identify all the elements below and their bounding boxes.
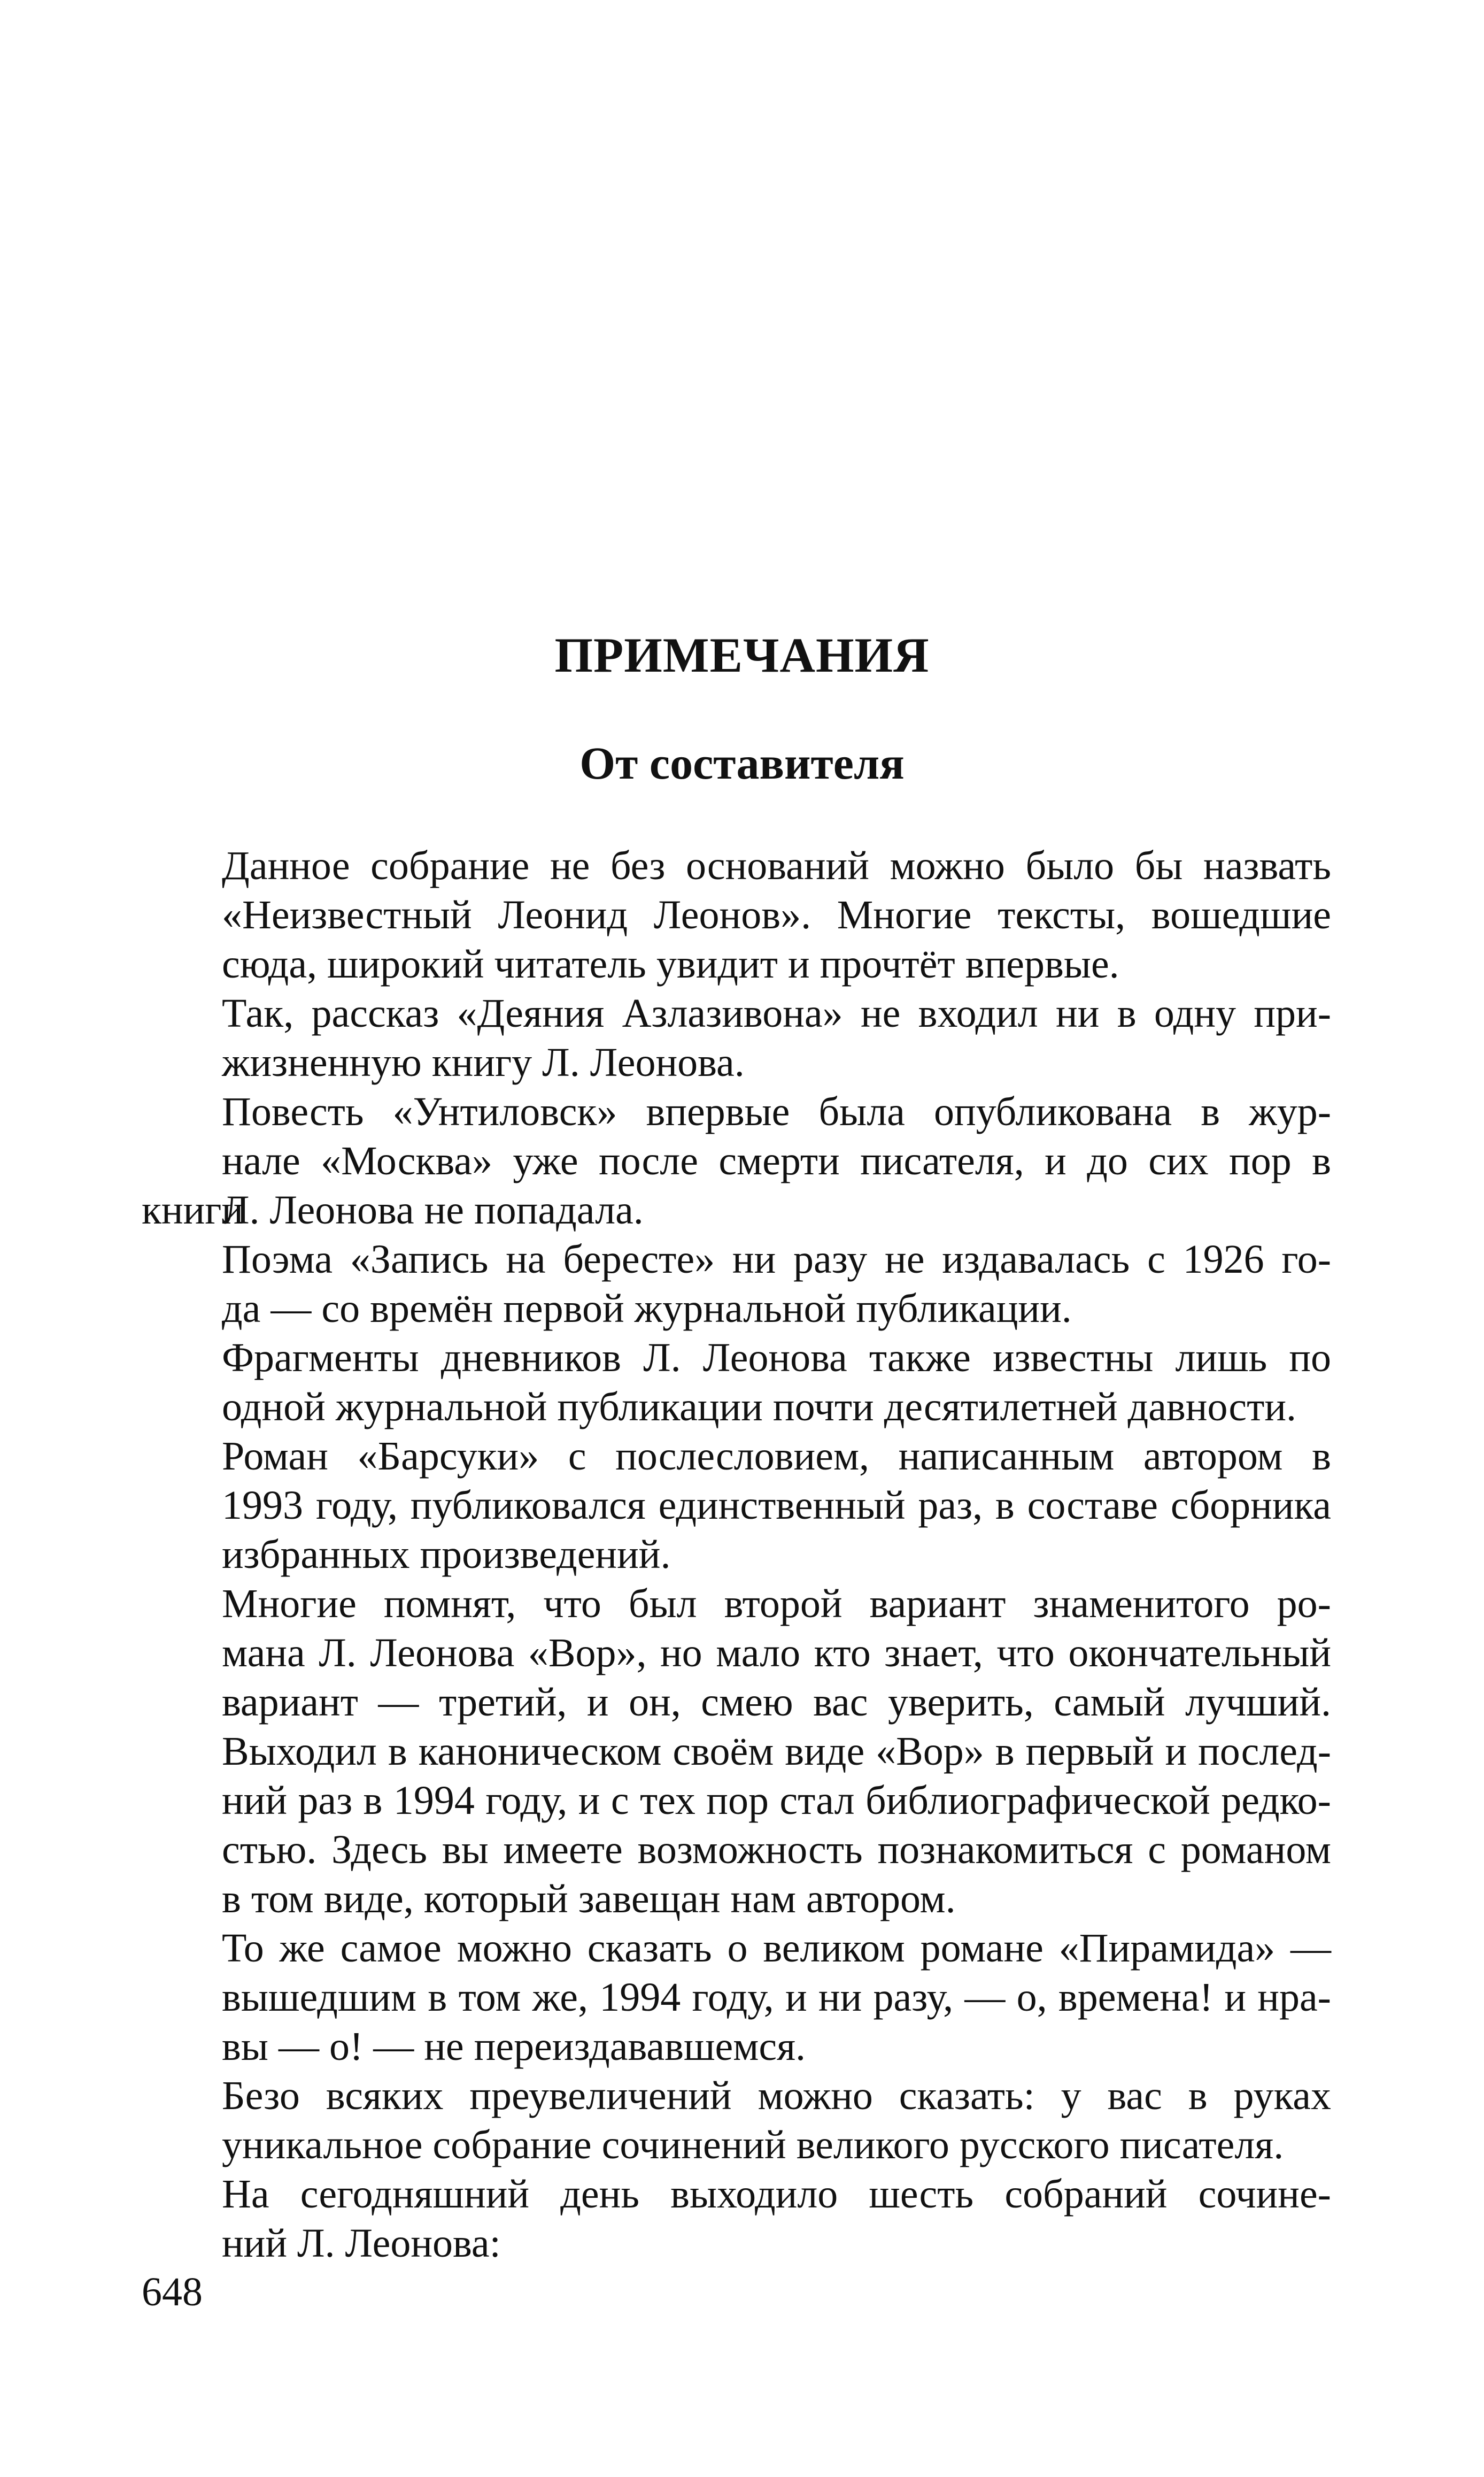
text-line: Данное собрание не без оснований можно было бы назвать — [222, 843, 1331, 888]
paragraph — [142, 1333, 1331, 1432]
text-line: жизненную книгу Л. Леонова. — [222, 1040, 745, 1085]
text-line: Многие помнят, что был второй вариант знаменитого ро- — [222, 1581, 1331, 1626]
text-line: стью. Здесь вы имеете возможность познакомиться с романом — [222, 1827, 1331, 1872]
text-line: Повесть «Унтиловск» впервые была опубликована в жур- — [222, 1089, 1331, 1134]
paragraph — [142, 1235, 1331, 1333]
paragraph — [142, 989, 1331, 1087]
text-line: сюда, широкий читатель увидит и прочтёт впервые. — [222, 942, 1119, 987]
text-line: Выходил в каноническом своём виде «Вор» в первый и послед- — [222, 1729, 1331, 1774]
paragraph — [142, 841, 1331, 989]
text-line: На сегодняшний день выходило шесть собраний сочине- — [222, 2172, 1331, 2217]
paragraph — [142, 1924, 1331, 2071]
text-line: уникальное собрание сочинений великого русского писателя. — [222, 2122, 1284, 2167]
text-line: 1993 году, публиковался единственный раз, в составе сборника — [222, 1483, 1331, 1528]
text-line: Поэма «Запись на бересте» ни разу не издавалась с 1926 го- — [222, 1237, 1331, 1282]
text-line: ний раз в 1994 году, и с тех пор стал библиографической редко- — [222, 1778, 1331, 1823]
page-number: 648 — [142, 2270, 203, 2314]
paragraph — [142, 2170, 1331, 2268]
paragraph — [142, 1432, 1331, 1579]
section-subtitle: От составителя — [579, 737, 905, 789]
text-line: вышедшим в том же, 1994 году, и ни разу, — о, времена! и нра- — [222, 1975, 1331, 2020]
text-line: одной журнальной публикации почти десятилетней давности. — [222, 1384, 1296, 1429]
paragraph — [142, 2071, 1331, 2170]
text-line: избранных произведений. — [222, 1532, 671, 1577]
text-line: То же самое можно сказать о великом романе «Пирамида» — — [222, 1926, 1331, 1971]
body-text — [142, 841, 1331, 2268]
text-line: Фрагменты дневников Л. Леонова также известны лишь по — [222, 1335, 1331, 1380]
text-line: да — со времён первой журнальной публикации. — [222, 1286, 1072, 1331]
text-line: «Неизвестный Леонид Леонов». Многие тексты, вошедшие — [222, 893, 1331, 937]
text-line: мана Л. Леонова «Вор», но мало кто знает, что окончательный — [222, 1630, 1331, 1675]
text-line: Роман «Барсуки» с послесловием, написанным автором в — [222, 1434, 1331, 1479]
text-line: вы — о! — не переиздававшемся. — [222, 2024, 806, 2069]
paragraph — [142, 1087, 1331, 1235]
paragraph — [142, 1579, 1331, 1924]
text-line: Так, рассказ «Деяния Азлазивона» не входил ни в одну при- — [222, 991, 1331, 1036]
text-line: нале «Москва» уже после смерти писателя, и до сих пор в книги — [142, 1139, 1331, 1233]
text-line: Л. Леонова не попадала. — [222, 1188, 644, 1233]
text-line: Безо всяких преувеличений можно сказать: у вас в руках — [222, 2073, 1331, 2118]
section-title: ПРИМЕЧАНИЯ — [554, 628, 930, 682]
text-line: в том виде, который завещан нам автором. — [222, 1876, 956, 1921]
text-line: ний Л. Леонова: — [222, 2221, 501, 2266]
text-line: вариант — третий, и он, смею вас уверить, самый лучший. — [222, 1680, 1331, 1725]
